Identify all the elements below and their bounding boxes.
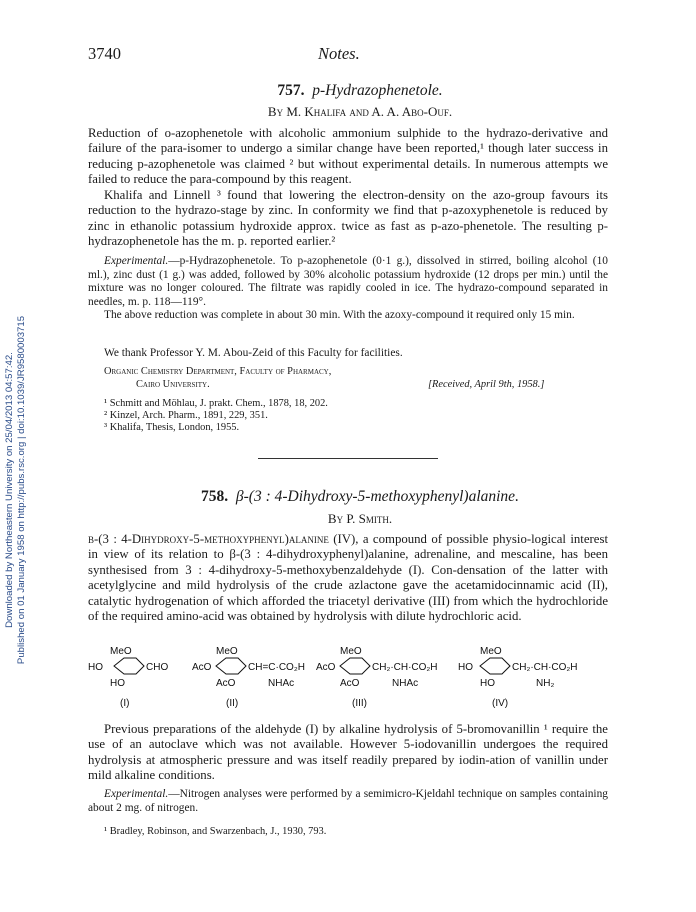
structure-1-right: CHO: [146, 662, 169, 673]
structure-4-sub: NH₂: [536, 678, 555, 689]
article-758-title: [60, 488, 660, 506]
chemical-structures: [88, 642, 608, 712]
watermark-doi-line[interactable]: Published on 01 January 1958 on http://pubs.rsc.org | doi:10.1039/JR9580003715: [16, 315, 27, 665]
footnote-3: ³ Khalifa, Thesis, London, 1955.: [104, 422, 240, 433]
experimental-text: —p-Hydrazophenetole. To p-azophenetole (0·1 g.), dissolved in stirred, boiling alcohol (10 ml.), zinc dust (1 g.) was added, followed by 30% alcoholic potassium hydroxide (12 drops per min.) until the mixture was no longer coloured. The filtrate was rapidly cooled in ice. The hydrazo-compound separated in needles, m. p. 118—119°.: [88, 255, 608, 308]
structure-2-label: (II): [226, 698, 239, 709]
structure-2-bottom: AcO: [216, 678, 236, 689]
para1-body: (IV), a compound of possible physio-logical interest in view of its relation to β-(3 : 4-dihydroxyphenyl)alanine, adrenaline, and mescaline, has been synthesised from 3 : 4-dihydroxy-5-methoxybenzaldehyde (I). Con-densation of the latter with acetylglycine and mild hydrolysis of the crude azlactone gave the acetamidocinnamic acid (II), catalytic hydrogenation of which afforded the triacetyl derivative (III) from which the hydrochloride of the required amino-acid was obtained by hydrolysis with dilute hydrochloric acid.: [88, 532, 609, 624]
structure-4-bottom: HO: [480, 678, 495, 689]
structure-2-left: AcO: [192, 662, 212, 673]
structure-1-label: (I): [120, 698, 130, 709]
article-758-para2: Previous preparations of the aldehyde (I) by alkaline hydrolysis of 5-bromovanillin ¹ require the use of an autoclave which was not available. However 5-iodovanillin undergoes the required hydrolysis at atmospheric pressure and was itself readily prepared by iodin-ation of vanillin under mild alkaline conditions.: [88, 722, 608, 783]
compound-lead: β-(3 : 4-Dihydroxy-5-methoxyphenyl)alanine: [88, 532, 329, 546]
article-758-number: 758.: [201, 488, 229, 505]
experimental-text-758: —Nitrogen analyses were performed by a semimicro-Kjeldahl technique on samples containing about 2 mg. of nitrogen.: [88, 788, 608, 814]
structure-3-label: (III): [352, 698, 367, 709]
structure-3-bottom: AcO: [340, 678, 360, 689]
structure-3-sub: NHAc: [392, 678, 419, 689]
running-head: Notes.: [318, 44, 360, 63]
structure-3-right: CH₂·CH·CO₂H: [372, 662, 438, 673]
article-757-experimental-2: The above reduction was complete in about 30 min. With the azoxy-compound it required only 15 min.: [104, 309, 575, 321]
structure-2-sub: NHAc: [268, 678, 295, 689]
structure-3: [316, 646, 438, 709]
acknowledgement: We thank Professor Y. M. Abou-Zeid of this Faculty for facilities.: [104, 347, 403, 359]
structure-2-top: MeO: [216, 646, 238, 657]
article-758-name: β-(3 : 4-Dihydroxy-5-methoxyphenyl)alanine.: [235, 488, 519, 505]
experimental-label-758: Experimental.: [104, 788, 169, 800]
download-watermark: [4, 190, 38, 790]
article-757-byline: By M. Khalifa and A. A. Abo-Ouf.: [267, 104, 453, 119]
structure-4-left: HO: [458, 662, 473, 673]
affiliation-line-2: Cairo University.: [136, 379, 210, 390]
watermark-download-line: Downloaded by Northeastern University on 25/04/2013 04:57:42.: [4, 352, 15, 628]
structure-1: [88, 646, 168, 709]
structure-1-left: HO: [88, 662, 103, 673]
structure-1-top: MeO: [110, 646, 132, 657]
structure-4: [458, 646, 578, 709]
structure-3-top: MeO: [340, 646, 362, 657]
received-date: [Received, April 9th, 1958.]: [428, 379, 545, 390]
experimental-label: Experimental.: [104, 255, 169, 267]
footnote-1: ¹ Schmitt and Möhlau, J. prakt. Chem., 1878, 18, 202.: [104, 398, 328, 409]
article-757-name: p-Hydrazophenetole.: [312, 82, 443, 99]
section-divider: [258, 458, 438, 459]
footnote-2: ² Kinzel, Arch. Pharm., 1891, 229, 351.: [104, 410, 268, 421]
page-number: 3740: [88, 44, 121, 63]
article-758-byline: By P. Smith.: [327, 511, 393, 526]
article-757-number: 757.: [277, 82, 305, 99]
structure-1-bottom: HO: [110, 678, 125, 689]
structure-4-label: (IV): [492, 698, 509, 709]
footnote-758-1: ¹ Bradley, Robinson, and Swarzenbach, J., 1930, 793.: [104, 826, 327, 837]
article-757-para2: Khalifa and Linnell ³ found that lowering the electron-density on the azo-group favours its reduction to the hydrazo-stage by zinc. In conformity we find that p-azoxyphenetole is reduced by zinc in ethanolic potassium hydroxide approx. twice as fast as p-azo-phenetole. The resulting p-hydrazophenetole has the m. p. reported earlier.²: [88, 188, 608, 249]
article-757-title: [60, 82, 660, 100]
article-758-para1: [88, 532, 608, 624]
article-758-experimental: [88, 788, 608, 815]
affiliation-line-1: Organic Chemistry Department, Faculty of Pharmacy,: [104, 366, 332, 377]
article-757-para1: Reduction of o-azophenetole with alcoholic ammonium sulphide to the hydrazo-derivative and failure of the para-isomer to undergo a similar change have been reported,¹ though later success in reducing p-azophenetole was claimed ² but without experimental details. In numerous attempts we failed to reduce the para-compound by this reagent.: [88, 126, 608, 187]
structure-2-right: CH=C·CO₂H: [248, 662, 305, 673]
article-757-experimental: [88, 255, 608, 309]
structure-4-top: MeO: [480, 646, 502, 657]
structure-3-left: AcO: [316, 662, 336, 673]
structure-4-right: CH₂·CH·CO₂H: [512, 662, 578, 673]
structure-2: [192, 646, 305, 709]
